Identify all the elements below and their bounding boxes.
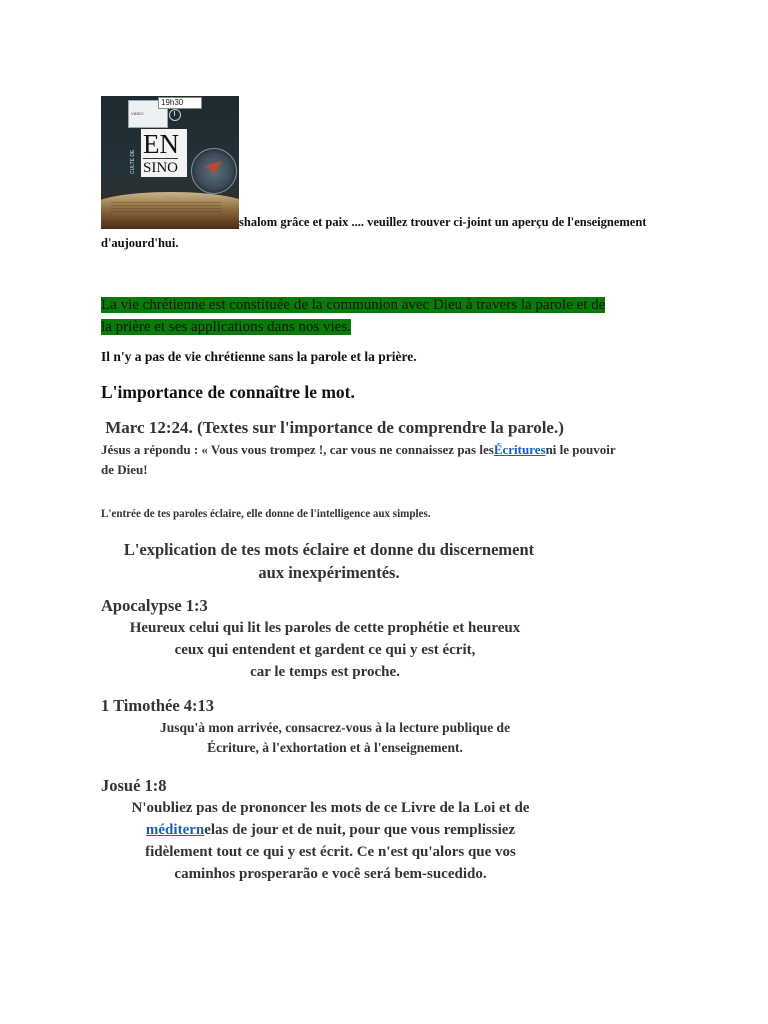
josue-verse (108, 797, 553, 885)
marc-verse-part-3: de Dieu! (101, 462, 148, 477)
marc-reference: Marc 12:24. (Textes sur l'importance de comprendre la parole.) (101, 418, 564, 437)
explication-line-1: L'explication de tes mots éclaire et donne du discernement (123, 540, 535, 559)
highlight-line-1: La vie chrétienne est constituée de la communion avec Dieu à travers la parole et de (101, 297, 606, 313)
apocalypse-verse (105, 617, 545, 683)
marc-verse (101, 440, 681, 480)
ecritures-link[interactable]: Écritures (493, 442, 546, 457)
josue-reference: Josué 1:8 (101, 776, 167, 795)
intro-paragraph (101, 212, 691, 254)
josue-line-1: N'oubliez pas de prononcer les mots de ce Livre de la Loi et de (131, 800, 530, 816)
apocalypse-reference: Apocalypse 1:3 (101, 596, 208, 615)
intro-text: shalom grâce et paix .... veuillez trouver ci-joint un aperçu de l'enseignement (239, 215, 647, 229)
timothee-reference: 1 Timothée 4:13 (101, 696, 215, 715)
explication-line-2: aux inexpérimentés. (258, 563, 400, 582)
time-label: 19h30 (158, 97, 202, 109)
josue-line-2: elas de jour et de nuit, pour que vous remplissiez (204, 822, 516, 838)
bible-pages-graphic (111, 200, 221, 212)
marc-verse-part-1: Jésus a répondu : « Vous vous trompez !, car vous ne connaissez pas les (101, 442, 494, 457)
intro-text-2: d'aujourd'hui. (101, 236, 179, 250)
explication-verse (108, 538, 550, 584)
timothee-line-2: Écriture, à l'exhortation et à l'enseignement. (207, 740, 463, 755)
timothee-line-1: Jusqu'à mon arrivée, consacrez-vous à la lecture publique de (159, 720, 511, 735)
no-life-statement: Il n'y a pas de vie chrétienne sans la parole et la prière. (101, 349, 417, 364)
josue-line-4: caminhos prosperarão e você será bem-sucedido. (174, 866, 487, 882)
apocalypse-line-2: ceux qui entendent et gardent ce qui y est écrit, (174, 642, 476, 658)
logo-sino-text: SINO (143, 160, 179, 176)
logo-en-text: EN (143, 129, 179, 159)
marc-verse-part-2: ni le pouvoir (545, 442, 616, 457)
entree-verse: L'entrée de tes paroles éclaire, elle donne de l'intelligence aux simples. (101, 506, 431, 520)
apocalypse-line-3: car le temps est proche. (250, 664, 400, 680)
vertical-label: CULTE DE (130, 149, 136, 174)
clock-icon (169, 109, 181, 121)
mediter-link[interactable]: méditern (145, 822, 205, 838)
highlighted-statement (101, 294, 691, 338)
importance-heading: L'importance de connaître le mot. (101, 382, 355, 402)
film-label: VIDEO (131, 111, 144, 116)
logo-title-box (141, 129, 187, 177)
timothee-verse (115, 718, 555, 758)
highlight-line-2: la prière et ses applications dans nos vies. (101, 319, 351, 335)
teaching-logo-image (101, 96, 239, 229)
josue-line-3: fidèlement tout ce qui y est écrit. Ce n'est qu'alors que vos (145, 844, 516, 860)
apocalypse-line-1: Heureux celui qui lit les paroles de cette prophétie et heureux (129, 620, 521, 636)
